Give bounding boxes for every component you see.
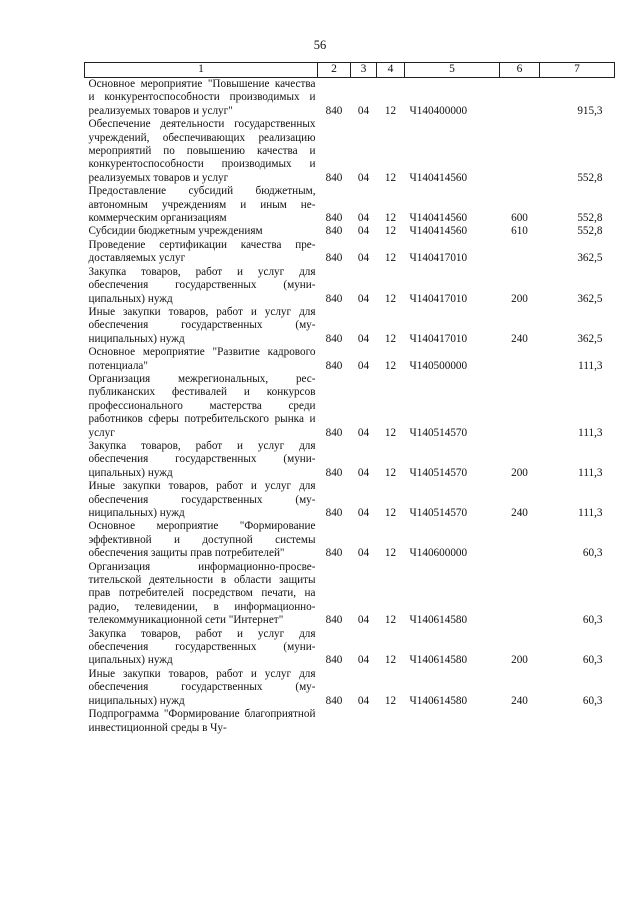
row-sum: 111,3 — [578, 507, 603, 519]
row-csr: Ч140414560 — [409, 212, 468, 225]
row-ved: 840 — [325, 104, 343, 117]
row-pr: 12 — [384, 466, 397, 479]
row-csr: Ч140614580 — [409, 694, 468, 707]
header-col-5: 5 — [405, 63, 500, 78]
row-pr: 12 — [384, 332, 397, 345]
row-csr: Ч140414560 — [409, 225, 468, 238]
row-pr: 12 — [384, 252, 397, 265]
row-vr — [500, 78, 540, 119]
row-pr: 12 — [384, 359, 397, 372]
row-name: Обеспечение деятельности государственных учреждений, обеспечивающих реализацию мероприятий по повышению качества и конкурентоспособности производимых и реализуемых товаров и услуг — [88, 118, 316, 184]
row-csr: Ч140414560 — [409, 171, 468, 184]
row-name: Иные закупки товаров, работ и услуг для обеспечения государственных (муниципальных) нужд — [88, 667, 316, 707]
row-name: Основное мероприятие "Формирование эффективной и доступной системы обеспечения защиты прав потребителей" — [88, 520, 316, 560]
row-rz: 04 — [357, 332, 370, 345]
row-csr: Ч140614580 — [409, 654, 468, 667]
row-ved — [318, 708, 351, 735]
row-name: Иные закупки товаров, работ и услуг для обеспечения государственных (муниципальных) нужд — [88, 305, 316, 345]
row-rz: 04 — [357, 694, 370, 707]
row-csr: Ч140417010 — [409, 292, 468, 305]
row-sum: 111,3 — [578, 426, 603, 439]
row-ved: 840 — [325, 614, 343, 627]
page-number: 56 — [313, 38, 327, 52]
row-name: Закупка товаров, работ и услуг для обеспечения государственных (муниципальных) нужд — [88, 265, 316, 305]
row-sum: 60,3 — [582, 654, 603, 667]
row-csr — [405, 708, 500, 735]
row-ved: 840 — [325, 225, 343, 238]
row-vr: 200 — [511, 292, 528, 305]
header-col-4: 4 — [377, 63, 405, 78]
row-ved: 840 — [325, 654, 343, 667]
row-rz: 04 — [357, 426, 370, 439]
row-rz: 04 — [357, 292, 370, 305]
row-name: Закупка товаров, работ и услуг для обеспечения государственных (муниципальных) нужд — [88, 439, 316, 479]
row-csr: Ч140514570 — [409, 507, 468, 519]
row-ved: 840 — [325, 292, 343, 305]
row-csr: Ч140514570 — [409, 466, 468, 479]
row-csr: Ч140514570 — [409, 426, 468, 439]
row-vr: 200 — [511, 654, 528, 667]
row-rz: 04 — [357, 507, 370, 519]
row-pr: 12 — [384, 654, 397, 667]
table-row — [85, 239, 615, 266]
row-name: Основное мероприятие "Повышение качества и конкурентоспособности производимых и реализуемых товаров и услуг" — [88, 78, 316, 117]
row-vr — [500, 373, 540, 440]
row-vr — [500, 346, 540, 373]
table-row — [85, 440, 615, 480]
budget-table — [84, 62, 615, 735]
row-sum: 60,3 — [582, 614, 603, 627]
row-ved: 840 — [325, 694, 343, 707]
row-name: Подпрограмма "Формирование благоприятной инвестиционной среды в Чу- — [88, 708, 316, 734]
row-vr: 240 — [511, 694, 528, 707]
row-name: Закупка товаров, работ и услуг для обеспечения государственных (муниципальных) нужд — [88, 627, 316, 667]
row-sum: 111,3 — [578, 359, 603, 372]
row-pr: 12 — [384, 507, 397, 519]
table-row — [85, 561, 615, 628]
row-rz: 04 — [357, 104, 370, 117]
row-sum: 111,3 — [578, 466, 603, 479]
row-name: Организация межрегиональных, республиканских фестивалей и конкурсов профессионального мастерства среди работников сферы потребительского рынка и услуг — [88, 372, 316, 439]
row-csr: Ч140417010 — [409, 332, 468, 345]
row-vr — [500, 239, 540, 266]
row-vr: 610 — [511, 225, 528, 238]
row-vr: 240 — [511, 507, 528, 519]
row-sum: 552,8 — [577, 212, 603, 225]
row-ved: 840 — [325, 332, 343, 345]
table-row — [85, 118, 615, 185]
row-vr — [500, 118, 540, 185]
row-pr: 12 — [384, 225, 397, 238]
header-col-1: 1 — [85, 63, 318, 78]
header-col-7: 7 — [540, 63, 615, 78]
row-vr: 600 — [511, 212, 528, 225]
row-pr: 12 — [384, 547, 397, 560]
row-sum: 915,3 — [577, 104, 603, 117]
table-row — [85, 628, 615, 668]
row-name: Проведение сертификации качества предоставляемых услуг — [88, 238, 316, 265]
row-sum: 60,3 — [582, 694, 603, 707]
header-col-6: 6 — [500, 63, 540, 78]
row-ved: 840 — [325, 212, 343, 225]
table-row — [85, 266, 615, 306]
row-sum: 362,5 — [577, 252, 603, 265]
row-rz: 04 — [357, 212, 370, 225]
row-vr — [500, 561, 540, 628]
row-pr: 12 — [384, 426, 397, 439]
table-row — [85, 78, 615, 119]
table-body — [85, 78, 615, 735]
row-csr: Ч140400000 — [409, 104, 468, 117]
row-ved: 840 — [325, 252, 343, 265]
row-pr: 12 — [384, 212, 397, 225]
row-pr: 12 — [384, 171, 397, 184]
row-name: Субсидии бюджетным учреждениям — [88, 225, 263, 238]
row-ved: 840 — [325, 507, 343, 519]
row-csr: Ч140600000 — [409, 547, 468, 560]
table-row — [85, 668, 615, 708]
row-sum: 362,5 — [577, 332, 603, 345]
row-pr: 12 — [384, 292, 397, 305]
row-pr: 12 — [384, 694, 397, 707]
row-ved: 840 — [325, 547, 343, 560]
table-row — [85, 708, 615, 735]
row-vr — [500, 520, 540, 560]
table-row — [85, 185, 615, 225]
row-rz: 04 — [357, 547, 370, 560]
row-name: Предоставление субсидий бюджетным, автономным учреждениям и иным некоммерческим организациям — [88, 185, 316, 225]
row-rz: 04 — [357, 171, 370, 184]
table-header-row — [85, 63, 615, 78]
row-name: Основное мероприятие "Развитие кадрового потенциала" — [88, 346, 316, 372]
table-row — [85, 480, 615, 520]
row-ved: 840 — [325, 466, 343, 479]
row-vr: 240 — [511, 332, 528, 345]
table-row — [85, 373, 615, 440]
row-rz: 04 — [357, 614, 370, 627]
row-ved: 840 — [325, 171, 343, 184]
row-vr — [500, 708, 540, 735]
row-name: Организация информационно-просветительской деятельности в области защиты прав потребителей посредством печати, на радио, телевидении, в информационно-телекоммуникационной сети "Интернет" — [88, 560, 316, 627]
row-rz: 04 — [357, 466, 370, 479]
header-col-3: 3 — [351, 63, 377, 78]
row-sum: 552,8 — [577, 171, 603, 184]
row-sum: 552,8 — [577, 225, 603, 238]
row-csr: Ч140614580 — [409, 614, 468, 627]
row-rz: 04 — [357, 359, 370, 372]
row-ved: 840 — [325, 359, 343, 372]
row-ved: 840 — [325, 426, 343, 439]
row-rz — [351, 708, 377, 735]
row-sum — [540, 708, 615, 735]
table-row — [85, 306, 615, 346]
row-pr — [377, 708, 405, 735]
row-rz: 04 — [357, 654, 370, 667]
header-col-2: 2 — [318, 63, 351, 78]
row-pr: 12 — [384, 614, 397, 627]
row-csr: Ч140417010 — [409, 252, 468, 265]
row-pr: 12 — [384, 104, 397, 117]
row-sum: 362,5 — [577, 292, 603, 305]
table-row — [85, 225, 615, 238]
row-csr: Ч140500000 — [409, 359, 468, 372]
row-vr: 200 — [511, 466, 528, 479]
table-row — [85, 520, 615, 560]
table-row — [85, 346, 615, 373]
row-rz: 04 — [357, 252, 370, 265]
row-rz: 04 — [357, 225, 370, 238]
row-name: Иные закупки товаров, работ и услуг для обеспечения государственных (муниципальных) нужд — [88, 480, 316, 519]
row-sum: 60,3 — [582, 547, 603, 560]
